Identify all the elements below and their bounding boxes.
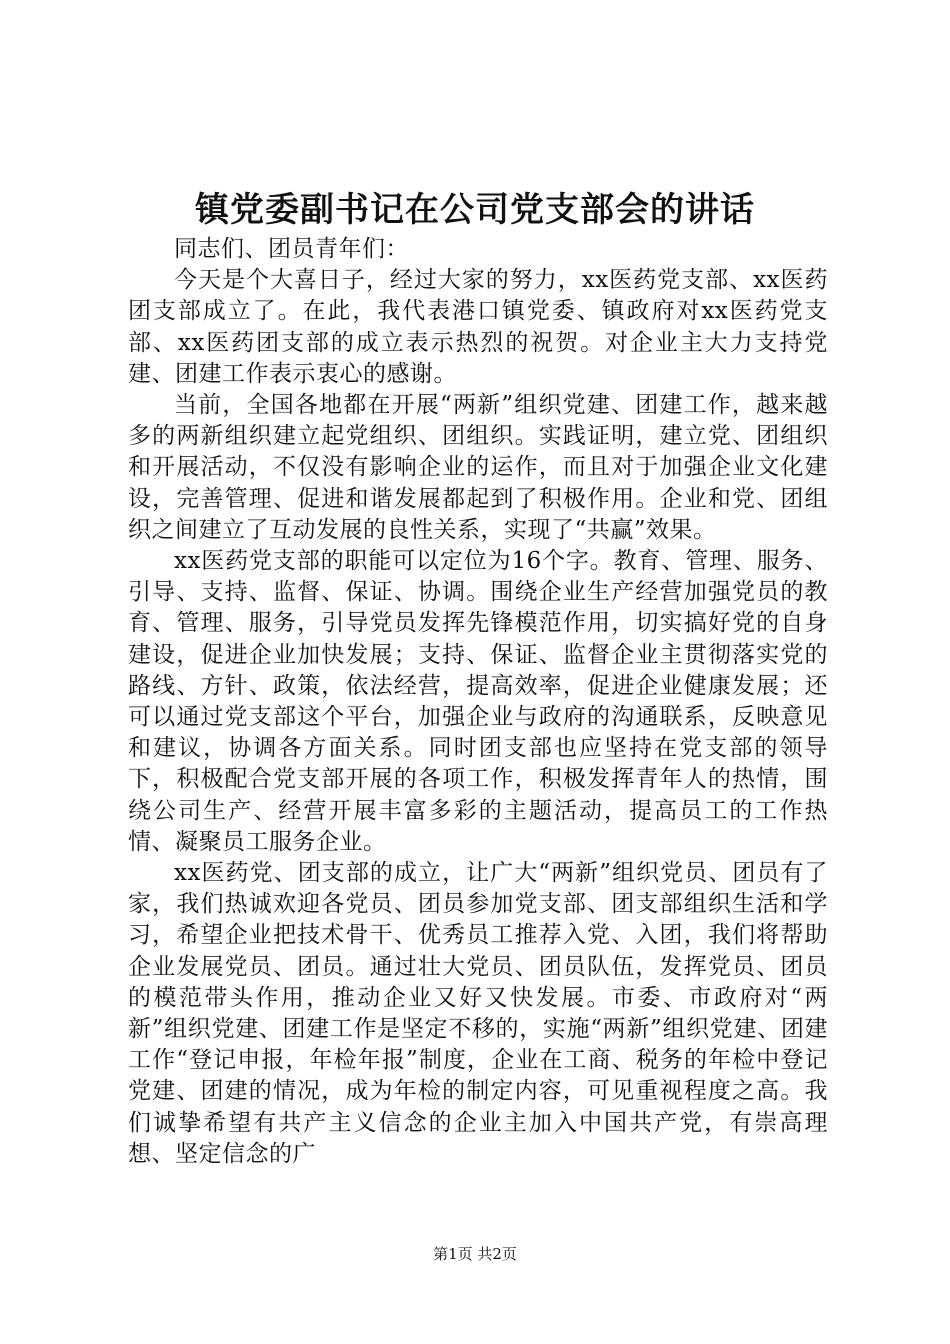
page-footer: 第1页 共2页: [433, 1245, 517, 1263]
salutation-paragraph: 同志们、团员青年们：: [174, 236, 409, 262]
body-paragraph: 今天是个大喜日子，经过大家的努力，xx医药党支部、xx医药团支部成立了。在此，我代表港口镇党委、镇政府对xx医药党支部、xx医药团支部的成立表示热烈的祝贺。对企业主大力支持党建、团建工作表示衷心的感谢。: [128, 267, 828, 387]
document-title: 镇党委副书记在公司党支部会的讲话: [195, 190, 755, 230]
body-paragraph: xx医药党支部的职能可以定位为16个字。教育、管理、服务、引导、支持、监督、保证、协调。围绕企业生产经营加强党员的教育、管理、服务，引导党员发挥先锋模范作用，切实搞好党的自身建设，促进企业加快发展；支持、保证、监督企业主贯彻落实党的路线、方针、政策，依法经营，提高效率，促进企业健康发展；还可以通过党支部这个平台，加强企业与政府的沟通联系，反映意见和建议，协调各方面关系。同时团支部也应坚持在党支部的领导下，积极配合党支部开展的各项工作，积极发挥青年人的热情，围绕公司生产、经营开展丰富多彩的主题活动，提高员工的工作热情、凝聚员工服务企业。: [128, 548, 828, 855]
document-body: [128, 234, 828, 1170]
body-paragraph: 当前，全国各地都在开展“两新”组织党建、团建工作，越来越多的两新组织建立起党组织、团组织。实践证明，建立党、团组织和开展活动，不仅没有影响企业的运作，而且对于加强企业文化建设，完善管理、促进和谐发展都起到了积极作用。企业和党、团组织之间建立了互动发展的良性关系，实现了“共赢”效果。: [128, 392, 828, 543]
body-paragraph: xx医药党、团支部的成立，让广大“两新”组织党员、团员有了家，我们热诚欢迎各党员、团员参加党支部、团支部组织生活和学习，希望企业把技术骨干、优秀员工推荐入党、入团，我们将帮助企业发展党员、团员。通过壮大党员、团员队伍，发挥党员、团员的模范带头作用，推动企业又好又快发展。市委、市政府对“两新”组织党建、团建工作是坚定不移的，实施“两新”组织党建、团建工作“登记申报，年检年报”制度，企业在工商、税务的年检中登记党建、团建的情况，成为年检的制定内容，可见重视程度之高。我们诚挚希望有共产主义信念的企业主加入中国共产党，有崇高理想、坚定信念的广: [128, 860, 828, 1167]
